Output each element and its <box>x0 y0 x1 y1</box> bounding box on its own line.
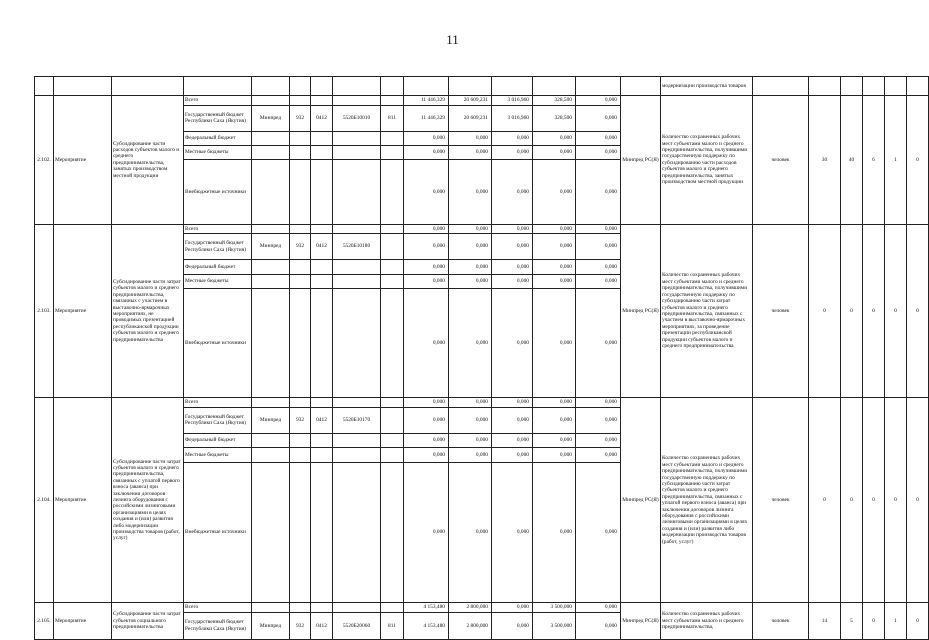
empty-cell <box>381 462 404 602</box>
vr-code: 811 <box>381 612 404 640</box>
indicator-name: Количество сохраненных рабочих мест субъектами малого и среднего предпринимательства, получившими государственную поддержку по субсидированию части расходов субъектов малого и среднего предпринимательства, занятых производством местной продукции <box>661 96 753 225</box>
empty-cell <box>290 398 311 408</box>
finance-value: 0,000 <box>492 234 533 260</box>
finance-source: Федеральный бюджет <box>184 131 252 145</box>
indicator-value: 14 <box>809 602 841 639</box>
finance-source: Всего <box>184 602 252 612</box>
indicator-value: 40 <box>841 96 863 225</box>
finance-value: 0,000 <box>404 448 449 462</box>
finance-source: Федеральный бюджет <box>184 260 252 274</box>
empty-cell <box>311 146 333 160</box>
finance-value: 0,000 <box>576 462 621 602</box>
finance-value: 0,000 <box>576 131 621 145</box>
finance-value: 0,000 <box>533 407 576 433</box>
empty-cell <box>333 288 381 398</box>
empty-cell <box>252 462 290 602</box>
empty-cell <box>252 288 290 398</box>
finance-value: 0,000 <box>404 407 449 433</box>
empty-cell <box>381 77 404 96</box>
empty-cell <box>381 398 404 408</box>
empty-cell <box>290 433 311 447</box>
customer: Минпред РС(Я) <box>621 602 661 639</box>
unit: человек <box>753 224 809 398</box>
empty-cell <box>311 77 333 96</box>
empty-cell <box>252 433 290 447</box>
empty-cell <box>252 146 290 160</box>
finance-value: 0,000 <box>404 224 449 234</box>
finance-value: 328,500 <box>533 105 576 131</box>
empty-cell <box>333 131 381 145</box>
finance-value: 0,000 <box>576 433 621 447</box>
empty-cell <box>290 462 311 602</box>
empty-cell <box>381 448 404 462</box>
empty-cell <box>333 224 381 234</box>
finance-value: 3 016,960 <box>492 105 533 131</box>
finance-source: Государственный бюджет Республики Саха (Якутия) <box>184 234 252 260</box>
finance-value: 0,000 <box>404 146 449 160</box>
empty-cell <box>753 77 809 96</box>
empty-cell <box>333 260 381 274</box>
indicator-value: 1 <box>885 96 907 225</box>
executor: Минпред <box>252 612 290 640</box>
finance-source: Внебюджетные источники <box>184 288 252 398</box>
finance-value: 0,000 <box>449 407 492 433</box>
empty-cell <box>252 77 290 96</box>
empty-cell <box>311 224 333 234</box>
finance-value: 0,000 <box>492 146 533 160</box>
indicator-continuation: модернизации производства товаров <box>661 77 753 96</box>
empty-cell <box>290 77 311 96</box>
finance-value: 2 800,000 <box>449 612 492 640</box>
finance-value: 0,000 <box>449 448 492 462</box>
finance-value: 0,000 <box>404 433 449 447</box>
indicator-name: Количество сохраненных рабочих мест субъектами малого и среднего предпринимательства, получившими государственную поддержку по субсидированию части затрат субъектов малого и среднего предпринимательства, связанных с участием в выставочно-ярмарочных мероприятиях, за проведение презентации республиканской продукции субъектов малого и среднего предпринимательства <box>661 224 753 398</box>
empty-cell <box>290 274 311 288</box>
empty-cell <box>290 96 311 106</box>
finance-value: 0,000 <box>533 274 576 288</box>
finance-source: Государственный бюджет Республики Саха (Якутия) <box>184 105 252 131</box>
empty-cell <box>492 77 533 96</box>
finance-value: 4 153,480 <box>404 602 449 612</box>
customer: Минпред РС(Я) <box>621 96 661 225</box>
finance-value: 0,000 <box>533 260 576 274</box>
finance-value: 0,000 <box>492 260 533 274</box>
empty-cell <box>311 160 333 224</box>
empty-cell <box>381 96 404 106</box>
csr-code: 5520Б10170 <box>333 407 381 433</box>
empty-cell <box>311 131 333 145</box>
empty-cell <box>449 77 492 96</box>
finance-value: 0,000 <box>576 224 621 234</box>
finance-value: 2 800,000 <box>449 602 492 612</box>
finance-value: 0,000 <box>449 146 492 160</box>
finance-value: 0,000 <box>492 274 533 288</box>
finance-source: Местные бюджеты <box>184 146 252 160</box>
executor: Минпред <box>252 234 290 260</box>
indicator-value: 30 <box>809 96 841 225</box>
finance-value: 0,000 <box>449 224 492 234</box>
finance-value: 0,000 <box>576 407 621 433</box>
finance-value: 0,000 <box>449 288 492 398</box>
vr-code <box>381 407 404 433</box>
row-type: Мероприятие <box>54 96 112 225</box>
empty-cell <box>290 160 311 224</box>
empty-cell <box>311 398 333 408</box>
finance-value: 0,000 <box>404 398 449 408</box>
row-number: 2.103. <box>35 224 54 398</box>
empty-cell <box>311 274 333 288</box>
finance-value: 0,000 <box>404 260 449 274</box>
section-code: 0412 <box>311 105 333 131</box>
finance-value: 0,000 <box>576 260 621 274</box>
empty-cell <box>252 96 290 106</box>
grbs-code: 932 <box>290 105 311 131</box>
finance-value: 0,000 <box>492 224 533 234</box>
grbs-code: 932 <box>290 612 311 640</box>
finance-value: 0,000 <box>492 612 533 640</box>
row-type: Мероприятие <box>54 224 112 398</box>
finance-value: 0,000 <box>492 433 533 447</box>
empty-cell <box>290 260 311 274</box>
empty-cell <box>252 160 290 224</box>
finance-value: 0,000 <box>404 160 449 224</box>
empty-cell <box>311 433 333 447</box>
empty-cell <box>311 462 333 602</box>
finance-value: 0,000 <box>449 160 492 224</box>
unit: человек <box>753 602 809 639</box>
table-row <box>35 602 929 612</box>
measure-name: Субсидирование части затрат субъектов социального предпринимательства <box>112 602 184 639</box>
vr-code <box>381 234 404 260</box>
finance-value: 0,000 <box>533 234 576 260</box>
empty-cell <box>333 160 381 224</box>
empty-cell <box>311 288 333 398</box>
empty-cell <box>333 602 381 612</box>
finance-source: Внебюджетные источники <box>184 160 252 224</box>
finance-value: 0,000 <box>576 288 621 398</box>
finance-value: 0,000 <box>449 433 492 447</box>
finance-value: 0,000 <box>492 462 533 602</box>
finance-value: 0,000 <box>533 131 576 145</box>
measure-name: Субсидирование части затрат субъектов малого и среднего предпринимательства, связанных с уплатой первого взноса (аванса) при заключении договоров лизинга оборудования с российскими лизинговыми организациями в целях создания и (или) развития либо модернизации производства товаров (работ, услуг) <box>112 398 184 603</box>
empty-cell <box>112 77 184 96</box>
customer: Минпред РС(Я) <box>621 224 661 398</box>
finance-value: 0,000 <box>492 407 533 433</box>
grbs-code: 932 <box>290 234 311 260</box>
empty-cell <box>381 433 404 447</box>
finance-value: 3 500,000 <box>533 602 576 612</box>
indicator-value: 0 <box>809 398 841 603</box>
executor: Минпред <box>252 407 290 433</box>
unit: человек <box>753 398 809 603</box>
row-number: 2.104. <box>35 398 54 603</box>
empty-cell <box>311 260 333 274</box>
empty-cell <box>252 398 290 408</box>
table-row <box>35 224 929 234</box>
finance-value: 0,000 <box>576 146 621 160</box>
finance-value: 0,000 <box>533 160 576 224</box>
section-code: 0412 <box>311 407 333 433</box>
vr-code: 811 <box>381 105 404 131</box>
finance-source: Государственный бюджет Республики Саха (Якутия) <box>184 407 252 433</box>
empty-cell <box>621 77 661 96</box>
empty-cell <box>252 448 290 462</box>
finance-value: 0,000 <box>533 146 576 160</box>
empty-cell <box>381 146 404 160</box>
finance-source: Местные бюджеты <box>184 448 252 462</box>
executor: Минпред <box>252 105 290 131</box>
finance-value: 0,000 <box>576 612 621 640</box>
empty-cell <box>381 260 404 274</box>
finance-value: 0,000 <box>492 131 533 145</box>
indicator-value: 1 <box>885 602 907 639</box>
empty-cell <box>333 448 381 462</box>
finance-value: 0,000 <box>576 160 621 224</box>
indicator-value: 6 <box>863 96 885 225</box>
finance-value: 0,000 <box>576 96 621 106</box>
finance-value: 0,000 <box>449 274 492 288</box>
empty-cell <box>333 274 381 288</box>
empty-cell <box>381 602 404 612</box>
row-number: 2.105. <box>35 602 54 639</box>
program-table <box>34 76 929 640</box>
empty-cell <box>333 77 381 96</box>
indicator-name: Количество сохраненных рабочих мест субъектами малого и среднего предпринимательства, получившими государственную поддержку по субсидированию части затрат субъектов малого и среднего предпринимательства, связанных с уплатой первого взноса (аванса) при заключении договоров лизинга оборудования с российскими лизинговыми организациями в целях создания и (или) развития либо модернизации производства товаров (работ, услуг) <box>661 398 753 603</box>
finance-value: 11 446,329 <box>404 96 449 106</box>
indicator-value: 0 <box>907 398 929 603</box>
finance-source: Местные бюджеты <box>184 274 252 288</box>
measure-name: Субсидирование части затрат субъектов малого и среднего предпринимательства, связанных с участием в выставочно-ярмарочных мероприятиях, не проводимых презентацией республиканской продукции субъектов малого и среднего предпринимательства <box>112 224 184 398</box>
finance-value: 11 446,329 <box>404 105 449 131</box>
finance-value: 20 609,231 <box>449 96 492 106</box>
empty-cell <box>290 448 311 462</box>
empty-cell <box>290 131 311 145</box>
finance-value: 0,000 <box>404 234 449 260</box>
finance-value: 0,000 <box>576 234 621 260</box>
empty-cell <box>841 77 863 96</box>
finance-value: 0,000 <box>533 433 576 447</box>
empty-cell <box>54 77 112 96</box>
finance-source: Всего <box>184 96 252 106</box>
indicator-value: 0 <box>841 224 863 398</box>
finance-value: 0,000 <box>404 288 449 398</box>
empty-cell <box>290 224 311 234</box>
finance-value: 0,000 <box>533 224 576 234</box>
indicator-value: 0 <box>863 224 885 398</box>
indicator-value: 0 <box>863 398 885 603</box>
finance-source: Внебюджетные источники <box>184 462 252 602</box>
empty-cell <box>576 77 621 96</box>
empty-cell <box>252 224 290 234</box>
finance-value: 0,000 <box>449 234 492 260</box>
empty-cell <box>311 602 333 612</box>
finance-value: 0,000 <box>533 448 576 462</box>
finance-value: 4 153,480 <box>404 612 449 640</box>
finance-value: 0,000 <box>576 105 621 131</box>
continuation-row <box>35 77 929 96</box>
indicator-name: Количество сохраненных рабочих мест субъектами малого и среднего предпринимательства, <box>661 602 753 639</box>
finance-value: 0,000 <box>492 448 533 462</box>
empty-cell <box>333 96 381 106</box>
finance-value: 0,000 <box>576 448 621 462</box>
finance-value: 20 609,231 <box>449 105 492 131</box>
table-row <box>35 398 929 408</box>
finance-value: 0,000 <box>492 160 533 224</box>
table-row <box>35 96 929 106</box>
empty-cell <box>35 77 54 96</box>
finance-value: 0,000 <box>449 260 492 274</box>
finance-value: 0,000 <box>533 398 576 408</box>
finance-value: 0,000 <box>449 131 492 145</box>
customer: Минпред РС(Я) <box>621 398 661 603</box>
empty-cell <box>311 448 333 462</box>
finance-source: Всего <box>184 224 252 234</box>
grbs-code: 932 <box>290 407 311 433</box>
empty-cell <box>290 602 311 612</box>
finance-value: 0,000 <box>492 602 533 612</box>
empty-cell <box>333 462 381 602</box>
finance-value: 328,500 <box>533 96 576 106</box>
finance-value: 0,000 <box>492 398 533 408</box>
empty-cell <box>809 77 841 96</box>
finance-source: Федеральный бюджет <box>184 433 252 447</box>
empty-cell <box>381 288 404 398</box>
empty-cell <box>333 146 381 160</box>
finance-value: 0,000 <box>404 274 449 288</box>
empty-cell <box>381 131 404 145</box>
indicator-value: 5 <box>841 602 863 639</box>
finance-value: 3 500,000 <box>533 612 576 640</box>
indicator-value: 0 <box>907 224 929 398</box>
page-number: 11 <box>446 32 459 47</box>
indicator-value: 0 <box>863 602 885 639</box>
indicator-value: 0 <box>907 96 929 225</box>
indicator-value: 0 <box>907 602 929 639</box>
csr-code: 5520Б10180 <box>333 234 381 260</box>
finance-value: 0,000 <box>533 288 576 398</box>
row-type: Мероприятие <box>54 398 112 603</box>
empty-cell <box>290 288 311 398</box>
empty-cell <box>333 398 381 408</box>
empty-cell <box>907 77 929 96</box>
empty-cell <box>381 274 404 288</box>
section-code: 0412 <box>311 234 333 260</box>
empty-cell <box>311 96 333 106</box>
empty-cell <box>252 274 290 288</box>
unit: человек <box>753 96 809 225</box>
finance-value: 0,000 <box>449 398 492 408</box>
empty-cell <box>252 260 290 274</box>
finance-value: 0,000 <box>533 462 576 602</box>
empty-cell <box>290 146 311 160</box>
empty-cell <box>252 602 290 612</box>
csr-code: 5520Б20060 <box>333 612 381 640</box>
finance-value: 0,000 <box>404 462 449 602</box>
finance-value: 0,000 <box>449 462 492 602</box>
empty-cell <box>885 77 907 96</box>
empty-cell <box>404 77 449 96</box>
finance-value: 0,000 <box>576 398 621 408</box>
finance-source: Всего <box>184 398 252 408</box>
indicator-value: 0 <box>841 398 863 603</box>
finance-value: 0,000 <box>576 602 621 612</box>
empty-cell <box>252 131 290 145</box>
finance-value: 0,000 <box>576 274 621 288</box>
empty-cell <box>184 77 252 96</box>
section-code: 0412 <box>311 612 333 640</box>
finance-value: 3 016,960 <box>492 96 533 106</box>
empty-cell <box>863 77 885 96</box>
indicator-value: 0 <box>809 224 841 398</box>
indicator-value: 0 <box>885 224 907 398</box>
finance-value: 0,000 <box>404 131 449 145</box>
row-type: Мероприятие <box>54 602 112 639</box>
table-body <box>35 77 929 640</box>
empty-cell <box>381 160 404 224</box>
indicator-value: 0 <box>885 398 907 603</box>
finance-value: 0,000 <box>492 288 533 398</box>
row-number: 2.102. <box>35 96 54 225</box>
empty-cell <box>533 77 576 96</box>
csr-code: 5520Б10010 <box>333 105 381 131</box>
measure-name: Субсидирование части расходов субъектов малого и среднего предпринимательства, занятых производством местной продукции <box>112 96 184 225</box>
finance-source: Государственный бюджет Республики Саха (Якутия) <box>184 612 252 640</box>
empty-cell <box>333 433 381 447</box>
empty-cell <box>381 224 404 234</box>
